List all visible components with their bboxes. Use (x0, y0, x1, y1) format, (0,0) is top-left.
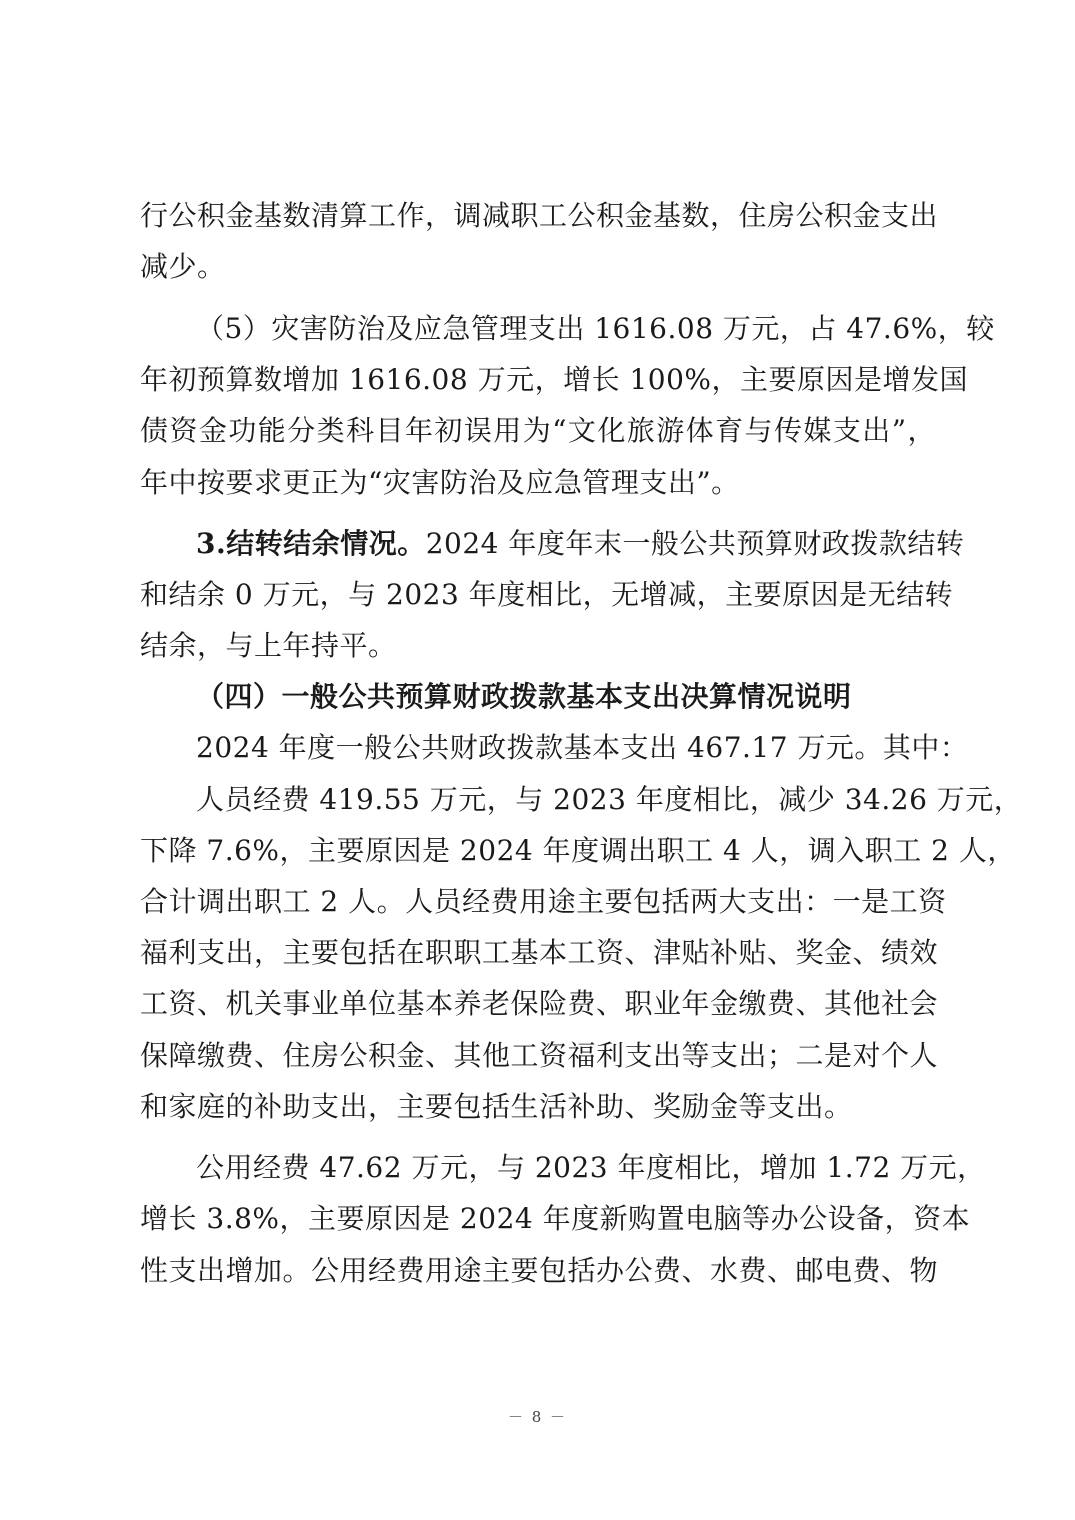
paragraph-line: 行公积金基数清算工作，调减职工公积金基数，住房公积金支出 (140, 199, 939, 232)
paragraph-line: 2024 年度一般公共财政拨款基本支出 467.17 万元。其中： (196, 731, 969, 764)
section-3-heading: 3.结转结余情况。 (196, 527, 426, 560)
paragraph-line: 减少。 (140, 250, 226, 283)
paragraph-line: 年初预算数增加 1616.08 万元，增长 100%，主要原因是增发国 (140, 363, 969, 396)
section-heading: （四）一般公共预算财政拨款基本支出决算情况说明 (196, 680, 852, 713)
paragraph-line: 年中按要求更正为“灾害防治及应急管理支出”。 (140, 466, 740, 499)
paragraph-line: 工资、机关事业单位基本养老保险费、职业年金缴费、其他社会 (140, 987, 939, 1020)
paragraph-line: 保障缴费、住房公积金、其他工资福利支出等支出；二是对个人 (140, 1039, 939, 1072)
paragraph-line: 债资金功能分类科目年初误用为“文化旅游体育与传媒支出”， (140, 414, 936, 447)
paragraph-line: 和家庭的补助支出，主要包括生活补助、奖励金等支出。 (140, 1090, 853, 1123)
paragraph-line: 增长 3.8%，主要原因是 2024 年度新购置电脑等办公设备，资本 (140, 1202, 971, 1235)
paragraph-line: 和结余 0 万元，与 2023 年度相比，无增减，主要原因是无结转 (140, 578, 954, 611)
paragraph-line: 人员经费 419.55 万元，与 2023 年度相比，减少 34.26 万元， (196, 783, 1023, 816)
paragraph-line: （5）灾害防治及应急管理支出 1616.08 万元，占 47.6%，较 (196, 312, 995, 345)
paragraph-line: 结余，与上年持平。 (140, 629, 397, 662)
page-number: － 8 － (507, 1408, 568, 1426)
section-3-line (196, 524, 965, 564)
paragraph-line: 性支出增加。公用经费用途主要包括办公费、水费、邮电费、物 (140, 1254, 939, 1287)
paragraph-line: 公用经费 47.62 万元，与 2023 年度相比，增加 1.72 万元， (196, 1151, 986, 1184)
section-3-text: 2024 年度年末一般公共预算财政拨款结转 (425, 527, 965, 560)
paragraph-line: 合计调出职工 2 人。人员经费用途主要包括两大支出：一是工资 (140, 885, 947, 918)
paragraph-line: 下降 7.6%，主要原因是 2024 年度调出职工 4 人，调入职工 2 人， (140, 834, 1016, 867)
paragraph-line: 福利支出，主要包括在职职工基本工资、津贴补贴、奖金、绩效 (140, 936, 939, 969)
